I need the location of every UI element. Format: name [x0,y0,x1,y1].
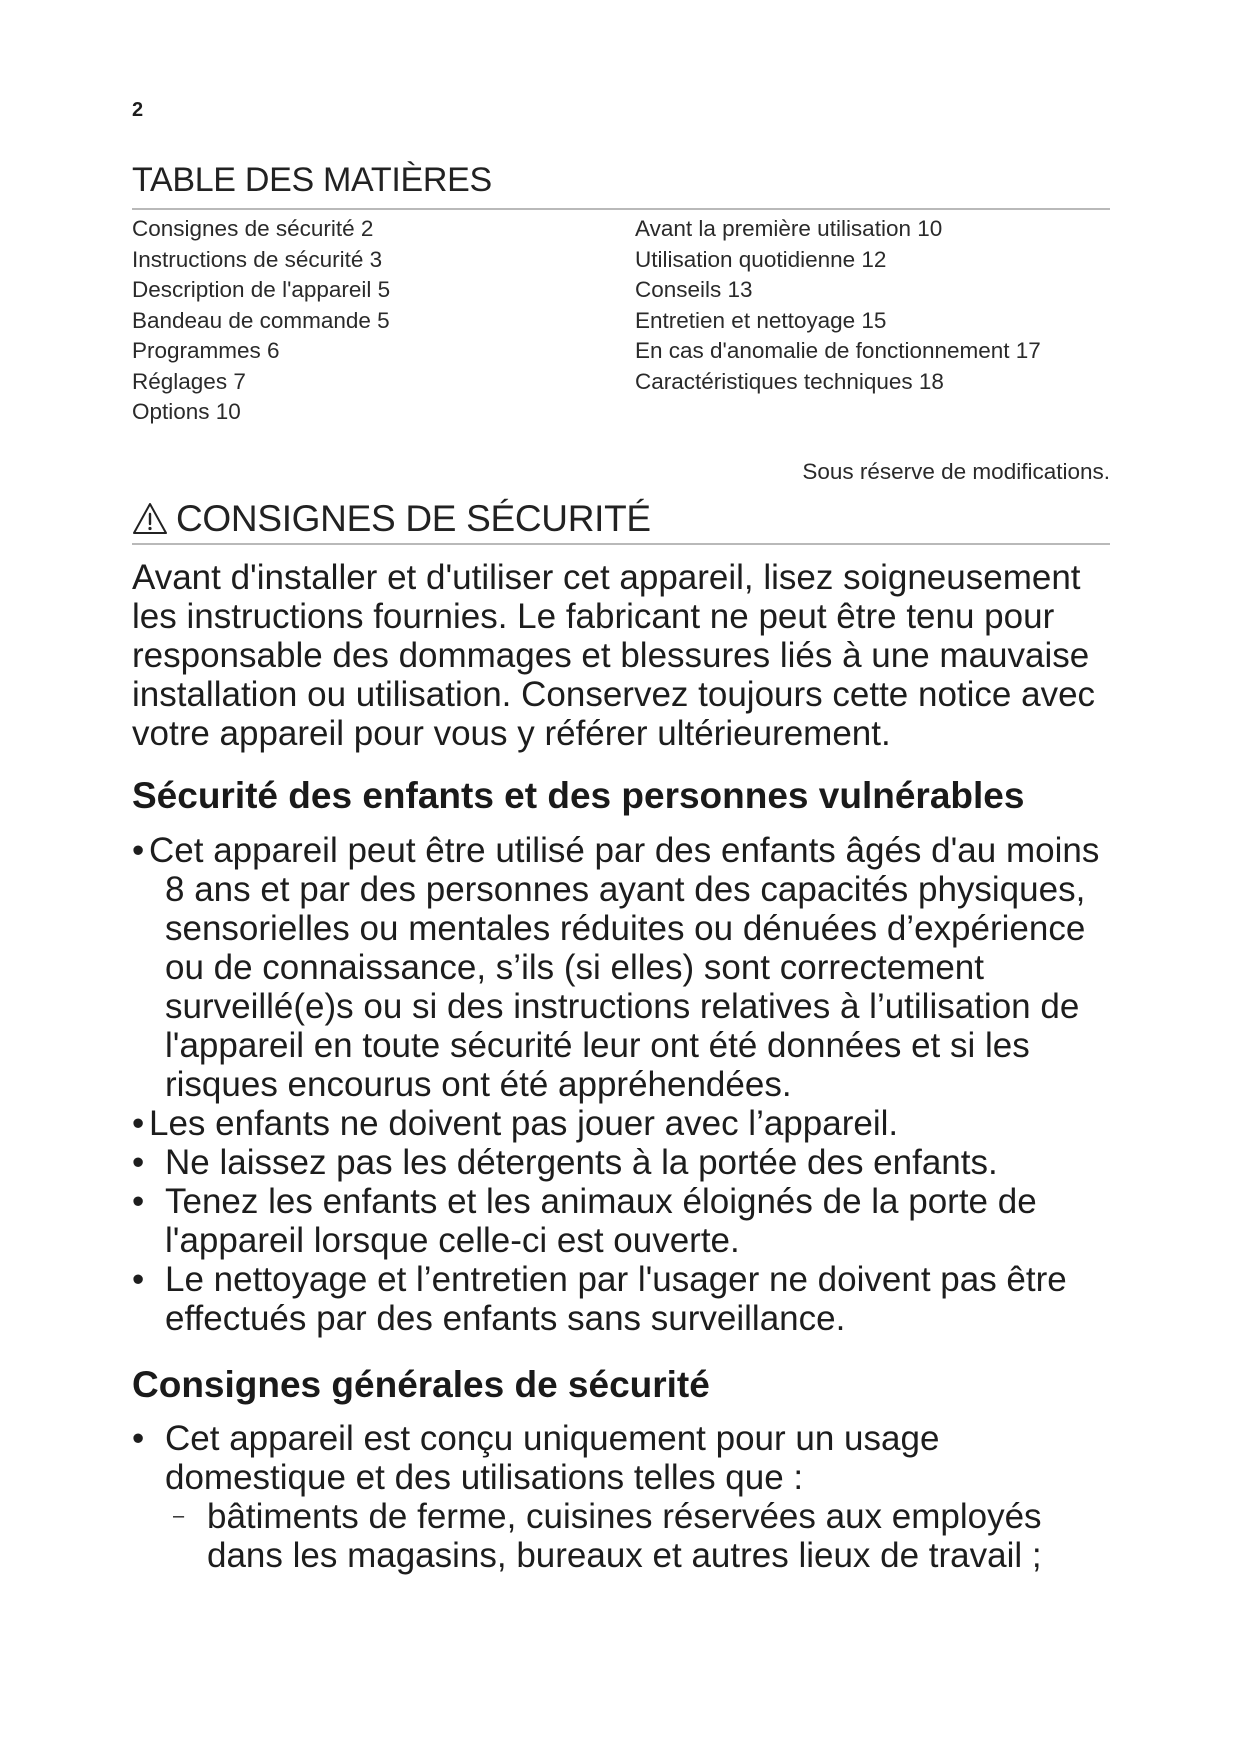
bullet-icon: • [132,1143,145,1182]
modification-notice: Sous réserve de modifications. [802,459,1110,484]
toc-divider [132,208,1110,210]
bullet-icon: • [132,1104,145,1143]
list-item: • Cet appareil est conçu uniquement pour un usage domestique et des utilisations telles que : – bâtiments de ferme, cuisines réservées aux employés dans les magasins, bureaux et autres lieux de travail ; [132,1419,1110,1575]
toc-right-column [635,214,1041,397]
safety-title-text: CONSIGNES DE SÉCURITÉ [176,498,651,539]
bullet-icon: • [132,1419,145,1458]
safety-section-title [132,497,651,541]
list-item: • Le nettoyage et l’entretien par l'usager ne doivent pas être effectués par des enfants sans surveillance. [132,1260,1067,1338]
toc-entry: Instructions de sécurité 3 [132,246,383,272]
toc-entry: Entretien et nettoyage 15 [635,307,887,333]
toc-entry: Caractéristiques techniques 18 [635,368,944,394]
toc-left-column [132,214,390,428]
toc-title: TABLE DES MATIÈRES [132,161,492,199]
toc-entry: En cas d'anomalie de fonctionnement 17 [635,338,1041,363]
list-item: • Tenez les enfants et les animaux éloignés de la porte de l'appareil lorsque celle-ci est ouverte. [132,1182,1037,1260]
toc-entry: Réglages 7 [132,368,246,394]
general-safety-heading: Consignes générales de sécurité [132,1364,710,1405]
general-safety-sublist [165,1497,1110,1575]
toc-entry: Consignes de sécurité 2 [132,216,374,241]
toc-entry: Programmes 6 [132,338,280,363]
children-safety-list [132,831,1110,1338]
dash-icon: – [173,1505,185,1527]
safety-intro-paragraph: Avant d'installer et d'utiliser cet appareil, lisez soigneusement les instructions fournies. Le fabricant ne peut être tenu pour responsable des dommages et blessures liés à une mauvaise installation ou utilisation. Conservez toujours cette notice avec votre appareil pour vous y référer ultérieurement. [132,558,1096,753]
general-safety-list [132,1419,1110,1575]
toc-entry: Utilisation quotidienne 12 [635,246,887,272]
warning-triangle-icon [132,502,168,536]
bullet-icon: • [132,1182,145,1221]
toc-entry: Conseils 13 [635,277,753,302]
bullet-icon: • [132,831,145,870]
list-item: • Ne laissez pas les détergents à la portée des enfants. [132,1143,998,1182]
toc-entry: Options 10 [132,399,241,424]
list-item: • Les enfants ne doivent pas jouer avec l’appareil. [132,1104,899,1143]
sub-list-item: – bâtiments de ferme, cuisines réservées aux employés dans les magasins, bureaux et autres lieux de travail ; [173,1497,1042,1575]
page-number: 2 [132,99,144,121]
bullet-icon: • [132,1260,145,1299]
list-item: • Cet appareil peut être utilisé par des enfants âgés d'au moins 8 ans et par des personnes ayant des capacités physiques, sensorielles ou mentales réduites ou dénuées d’expérience ou de connaissance, s’ils (si elles) sont correctement surveillé(e)s ou si des instructions relatives à l’utilisation de l'appareil en toute sécurité leur ont été données et si les risques encourus ont été appréhendées. [132,831,1100,1104]
safety-divider [132,543,1110,545]
children-safety-heading: Sécurité des enfants et des personnes vulnérables [132,775,1025,816]
toc-entry: Avant la première utilisation 10 [635,216,943,241]
toc-entry: Description de l'appareil 5 [132,277,391,302]
toc-entry: Bandeau de commande 5 [132,307,390,333]
